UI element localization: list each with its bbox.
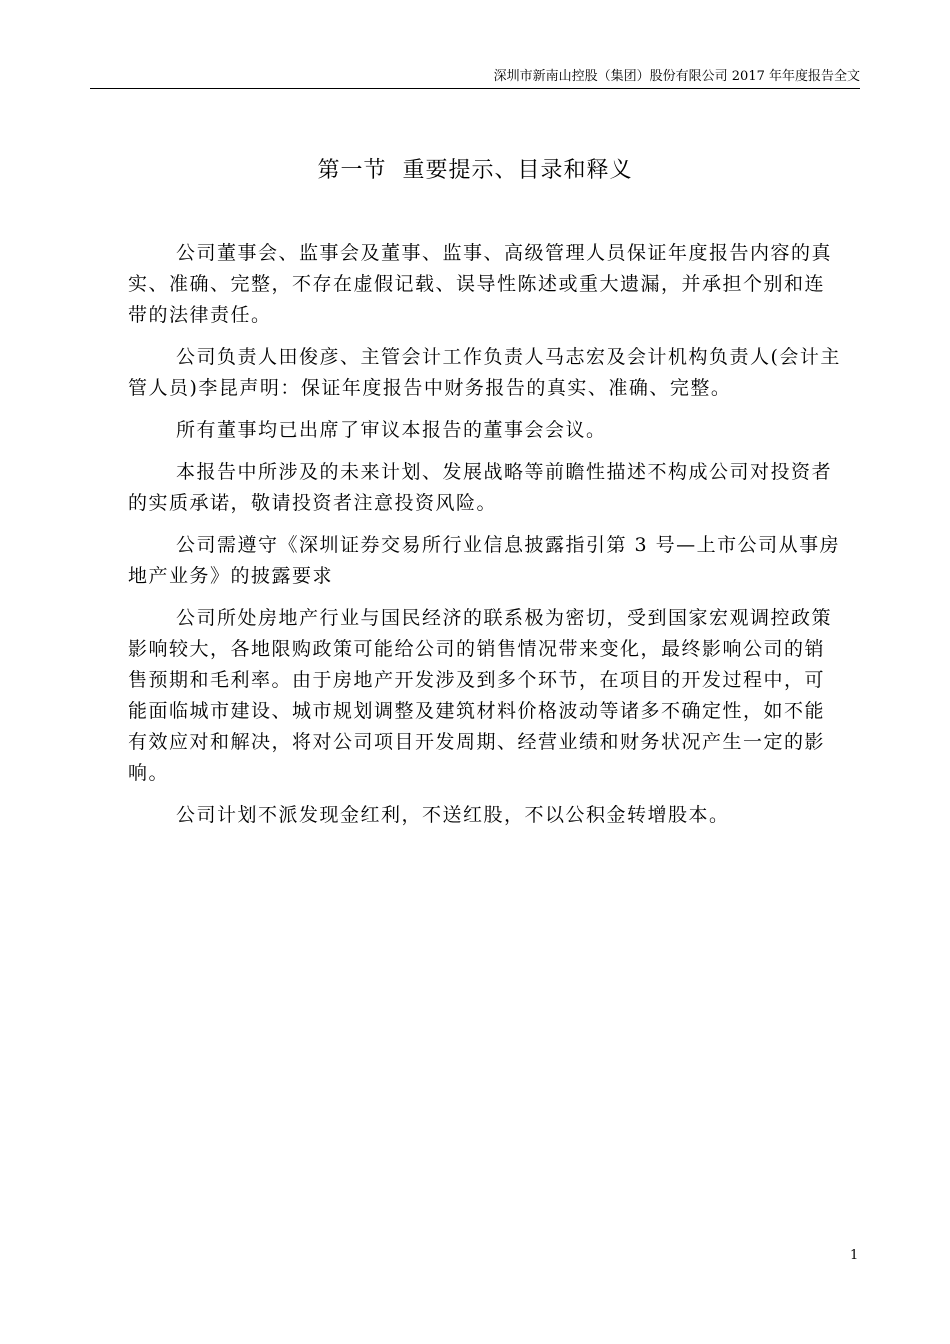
text-line: 公司董事会、监事会及董事、监事、高级管理人员保证年度报告内容的真 <box>176 242 833 264</box>
paragraph-board-guarantee <box>90 238 862 331</box>
text-line: 地产业务》的披露要求 <box>128 565 334 587</box>
text-line: 响。 <box>128 762 170 784</box>
text-line: 的实质承诺，敬请投资者注意投资风险。 <box>128 492 498 514</box>
paragraph-industry-risk <box>90 603 862 789</box>
text-line: 能面临城市建设、城市规划调整及建筑材料价格波动等诸多不确定性，如不能 <box>128 700 826 722</box>
paragraph-forward-looking <box>90 457 862 519</box>
page-header <box>90 66 860 89</box>
paragraph-directors-attendance <box>90 415 862 446</box>
paragraph-dividend-plan <box>90 800 862 831</box>
running-title: 深圳市新南山控股（集团）股份有限公司 2017 年年度报告全文 <box>493 69 860 84</box>
text-line: 售预期和毛利率。由于房地产开发涉及到多个环节，在项目的开发过程中，可 <box>128 669 826 691</box>
paragraph-financial-statement <box>90 342 862 404</box>
text-line: 本报告中所涉及的未来计划、发展战略等前瞻性描述不构成公司对投资者 <box>176 461 833 483</box>
text-line: 公司计划不派发现金红利，不送红股，不以公积金转增股本。 <box>176 804 730 826</box>
text-line: 所有董事均已出席了审议本报告的董事会会议。 <box>176 419 607 441</box>
document-body <box>90 238 862 842</box>
text-line: 影响较大，各地限购政策可能给公司的销售情况带来变化，最终影响公司的销 <box>128 638 826 660</box>
text-line: 公司负责人田俊彦、主管会计工作负责人马志宏及会计机构负责人(会计主 <box>176 346 841 368</box>
text-line: 公司需遵守《深圳证券交易所行业信息披露指引第 3 号—上市公司从事房 <box>176 534 841 556</box>
text-line: 有效应对和解决，将对公司项目开发周期、经营业绩和财务状况产生一定的影 <box>128 731 826 753</box>
text-line: 管人员)李昆声明：保证年度报告中财务报告的真实、准确、完整。 <box>128 377 732 399</box>
section-title: 第一节 重要提示、目录和释义 <box>317 158 633 183</box>
text-line: 实、准确、完整，不存在虚假记载、误导性陈述或重大遗漏，并承担个别和连 <box>128 273 826 295</box>
text-line: 带的法律责任。 <box>128 304 272 326</box>
page-number: 1 <box>850 1248 859 1263</box>
paragraph-disclosure-guideline <box>90 530 862 592</box>
text-line: 公司所处房地产行业与国民经济的联系极为密切，受到国家宏观调控政策 <box>176 607 833 629</box>
